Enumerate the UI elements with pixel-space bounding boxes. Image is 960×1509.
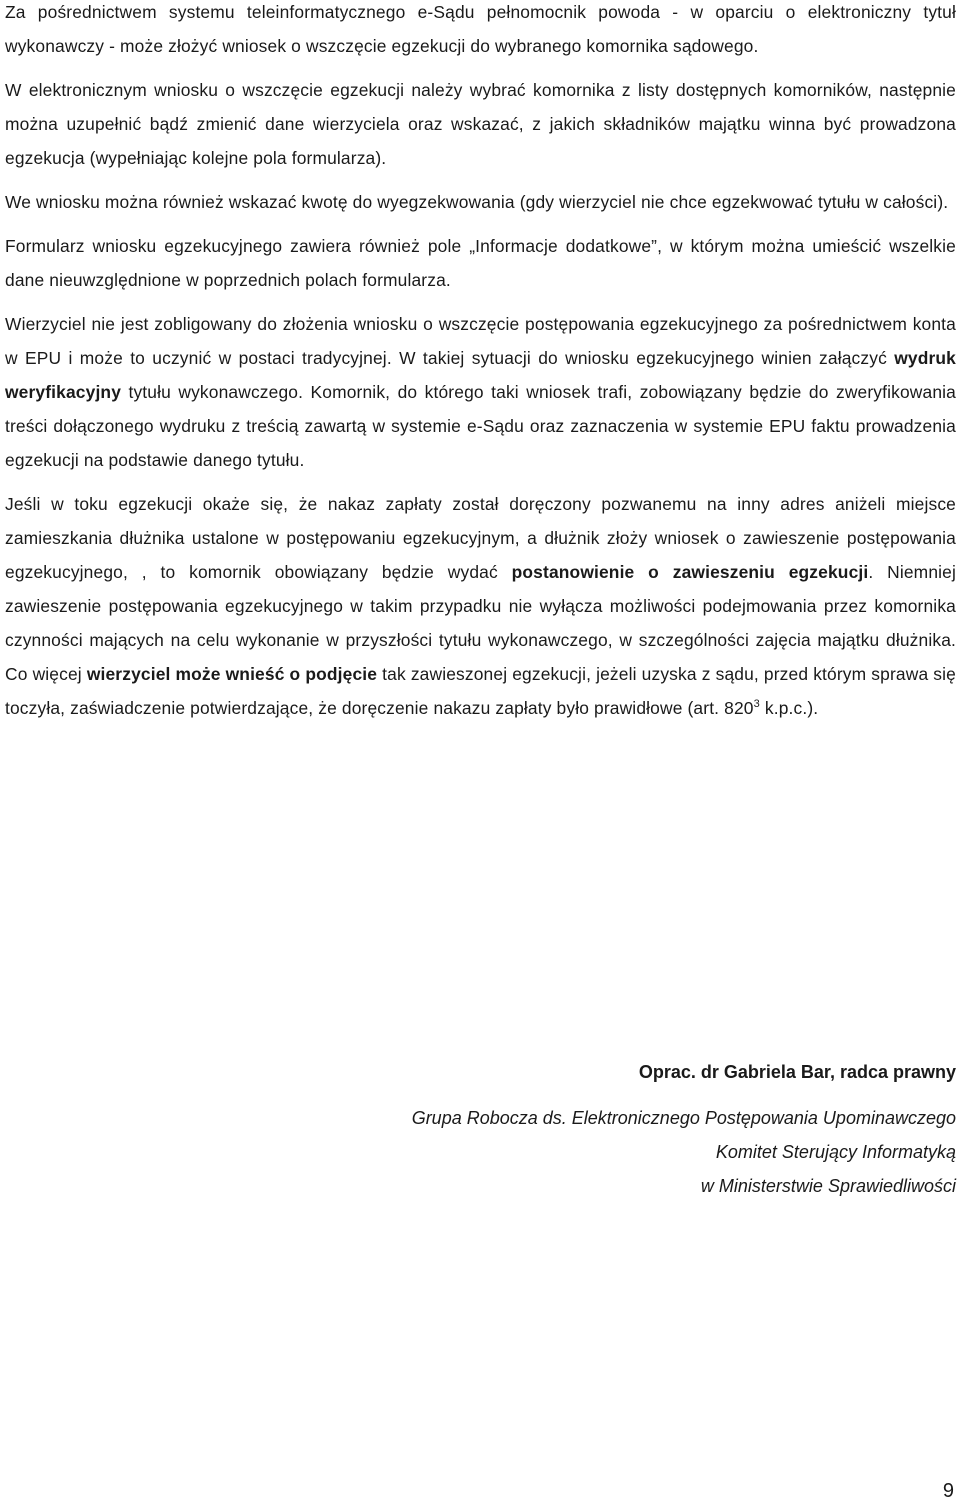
article-superscript: 3 <box>753 698 760 711</box>
affiliation-line-2: Komitet Sterujący Informatyką <box>715 1142 956 1162</box>
affiliation-line-3: w Ministerstwie Sprawiedliwości <box>700 1176 956 1196</box>
paragraph-6-text-a: Jeśli w toku egzekucji okaże się, że nakaz zapłaty został doręczony pozwanemu na inny adres aniżeli miejsce zamieszkania dłużnika ustalone w postępowaniu egzekucyjnym, a dłużnik złoży wniosek o zawieszenie postępowania egzekucyjnego, , to komornik obowiązany będzie wydać <box>5 494 956 582</box>
paragraph-6-text-c: . Niemniej zawieszenie postępowania egzekucyjnego w takim przypadku nie wyłącza możliwości podejmowania przez komornika czynności mających na celu wykonanie w przyszłości tytułu wykonawczego, w szczególności zajęcia majątku dłużnika. Co więcej <box>5 562 956 684</box>
author-name: Oprac. dr Gabriela Bar, radca prawny <box>638 1062 956 1082</box>
paragraph-3: We wniosku można również wskazać kwotę do wyegzekwowania (gdy wierzyciel nie chce egzekwować tytułu w całości). <box>5 192 949 212</box>
document-body <box>5 0 956 735</box>
paragraph-2: W elektronicznym wniosku o wszczęcie egzekucji należy wybrać komornika z listy dostępnych komorników, następnie można uzupełnić bądź zmienić dane wierzyciela oraz wskazać, z jakich składników majątku winna być prowadzona egzekucja (wypełniając kolejne pola formularza). <box>5 80 956 168</box>
affiliation-line-1: Grupa Robocza ds. Elektronicznego Postępowania Upominawczego <box>411 1108 956 1128</box>
signature-block <box>412 1055 956 1203</box>
paragraph-6-text-f: k.p.c.). <box>759 698 819 718</box>
paragraph-4: Formularz wniosku egzekucyjnego zawiera również pole „Informacje dodatkowe”, w którym można umieścić wszelkie dane nieuwzględnione w poprzednich polach formularza. <box>5 236 956 290</box>
paragraph-6-bold-term-2: wierzyciel może wnieść o podjęcie <box>86 664 378 684</box>
paragraph-5 <box>5 307 956 477</box>
paragraph-6-text-e: tak zawieszonej egzekucji, jeżeli uzyska z sądu, przed którym sprawa się toczyła, zaświadczenie potwierdzające, że doręczenie nakazu zapłaty było prawidłowe (art. 820 <box>5 664 956 718</box>
paragraph-5-text-c: tytułu wykonawczego. Komornik, do którego taki wniosek trafi, zobowiązany będzie do zweryfikowania treści dołączonego wydruku z treścią zawartą w systemie e-Sądu oraz zaznaczenia w systemie EPU faktu prowadzenia egzekucji na podstawie danego tytułu. <box>5 382 956 470</box>
paragraph-6-bold-term-1: postanowienie o zawieszeniu egzekucji <box>511 562 869 582</box>
paragraph-6 <box>5 487 956 725</box>
paragraph-1: Za pośrednictwem systemu teleinformatycznego e-Sądu pełnomocnik powoda - w oparciu o elektroniczny tytuł wykonawczy - może złożyć wniosek o wszczęcie egzekucji do wybranego komornika sądowego. <box>5 2 956 56</box>
page-number: 9 <box>942 1480 954 1502</box>
paragraph-5-text-a: Wierzyciel nie jest zobligowany do złożenia wniosku o wszczęcie postępowania egzekucyjnego za pośrednictwem konta w EPU i może to uczynić w postaci tradycyjnej. W takiej sytuacji do wniosku egzekucyjnego winien załączyć <box>5 314 956 368</box>
paragraph-5-bold-term: wydruk weryfikacyjny <box>5 348 956 402</box>
